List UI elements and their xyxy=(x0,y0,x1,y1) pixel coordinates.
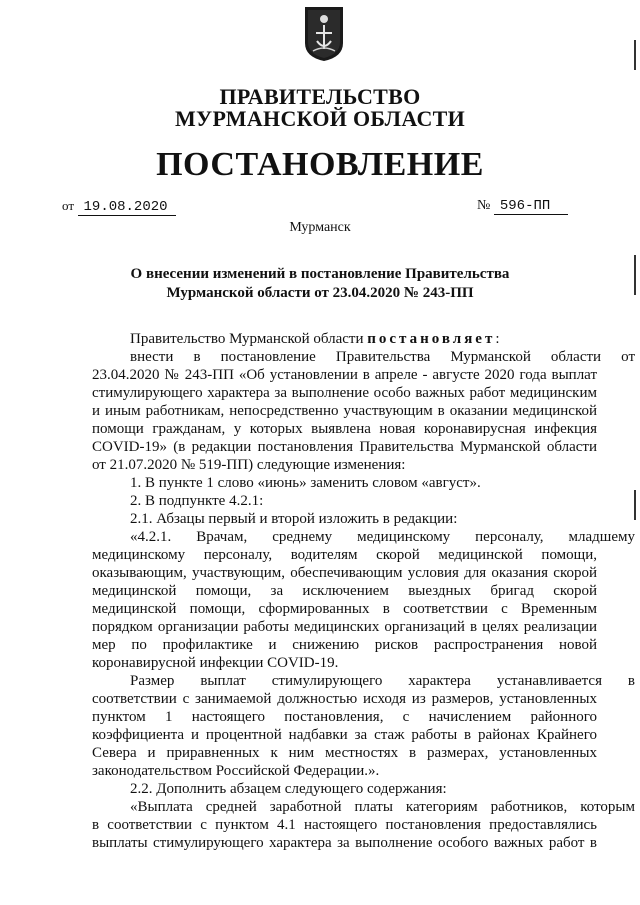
intro-paragraph xyxy=(92,331,635,349)
date-value: 19.08.2020 xyxy=(78,199,176,216)
body-line: «Выплата средней заработной платы категориям работников, которым xyxy=(130,799,635,815)
document-type: ПОСТАНОВЛЕНИЕ xyxy=(156,146,484,183)
body-line: стимулирующего характера за выполнение особо важных работ медицинским xyxy=(92,385,597,401)
decree-word: постановляет xyxy=(367,331,496,347)
date-row xyxy=(62,198,176,216)
body-line: медицинскому персоналу, водителям скорой медицинской помощи, xyxy=(92,547,597,563)
intro-text: Правительство Мурманской области xyxy=(130,331,368,347)
body-line: Севера и приравненных к ним местностях в размерах, установленных xyxy=(92,745,597,761)
date-label: от xyxy=(62,198,75,213)
body-line: порядком организации работы медицинских организаций в целях реализации xyxy=(92,619,597,635)
scan-edge-mark xyxy=(634,40,636,70)
body-line: 2.2. Дополнить абзацем следующего содержания: xyxy=(130,781,447,797)
body-line: 23.04.2020 № 243-ПП «Об установлении в апреле - августе 2020 года выплат xyxy=(92,367,597,383)
body-line: 1. В пункте 1 слово «июнь» заменить словом «август». xyxy=(130,475,481,491)
title-line1: О внесении изменений в постановление Правительства xyxy=(130,266,510,282)
body-line: и иным работникам, непосредственно участвующим в оказании медицинской xyxy=(92,403,597,419)
org-name-line2: МУРМАНСКОЙ ОБЛАСТИ xyxy=(174,106,466,131)
org-name-line1: ПРАВИТЕЛЬСТВО xyxy=(219,84,421,109)
body-line: выплаты стимулирующего характера за выполнение особого важных работ в xyxy=(92,835,597,851)
body-line: COVID-19» (в редакции постановления Правительства Мурманской области xyxy=(92,439,597,455)
body-line: медицинской помощи, за исключением выездных бригад скорой xyxy=(92,583,597,599)
body-line: 2.1. Абзацы первый и второй изложить в редакции: xyxy=(130,511,458,527)
body-line: коэффициента и процентной надбавки за стаж работы в районах Крайнего xyxy=(92,727,597,743)
body-line: оказывающим, участвующим, обеспечивающим условия для оказания скорой xyxy=(92,565,597,581)
number-value: 596-ПП xyxy=(494,198,568,215)
body-line: внести в постановление Правительства Мурманской области от xyxy=(130,349,635,365)
body-line: законодательством Российской Федерации.». xyxy=(92,763,380,779)
body-line: от 21.07.2020 № 519-ПП) следующие изменения: xyxy=(92,457,406,473)
body-line: пунктом 1 настоящего постановления, с начислением районного xyxy=(92,709,597,725)
coat-of-arms-emblem xyxy=(303,5,345,63)
body-line: «4.2.1. Врачам, среднему медицинскому персоналу, младшему xyxy=(130,529,635,545)
number-label: № xyxy=(477,198,491,213)
body-line: в соответствии с пунктом 4.1 настоящего постановления предоставлялись xyxy=(92,817,597,833)
title-line2: Мурманской области от 23.04.2020 № 243-ПП xyxy=(166,285,474,301)
body-line: помощи гражданам, у которых выявлена новая коронавирусная инфекция xyxy=(92,421,597,437)
body-line: мер по профилактике и снижению рисков распространения новой xyxy=(92,637,597,653)
body-line: медицинской помощи, сформированных в соответствии с Временным xyxy=(92,601,597,617)
body-line: Размер выплат стимулирующего характера устанавливается в xyxy=(130,673,635,689)
scan-edge-mark xyxy=(634,255,636,295)
city: Мурманск xyxy=(289,220,351,235)
scan-edge-mark xyxy=(634,490,636,520)
body-line: коронавирусной инфекции COVID-19. xyxy=(92,655,339,671)
intro-colon: : xyxy=(495,331,500,347)
number-row xyxy=(477,198,568,215)
body-line: 2. В подпункте 4.2.1: xyxy=(130,493,264,509)
body-line: соответствии с занимаемой должностью исходя из размеров, установленных xyxy=(92,691,597,707)
